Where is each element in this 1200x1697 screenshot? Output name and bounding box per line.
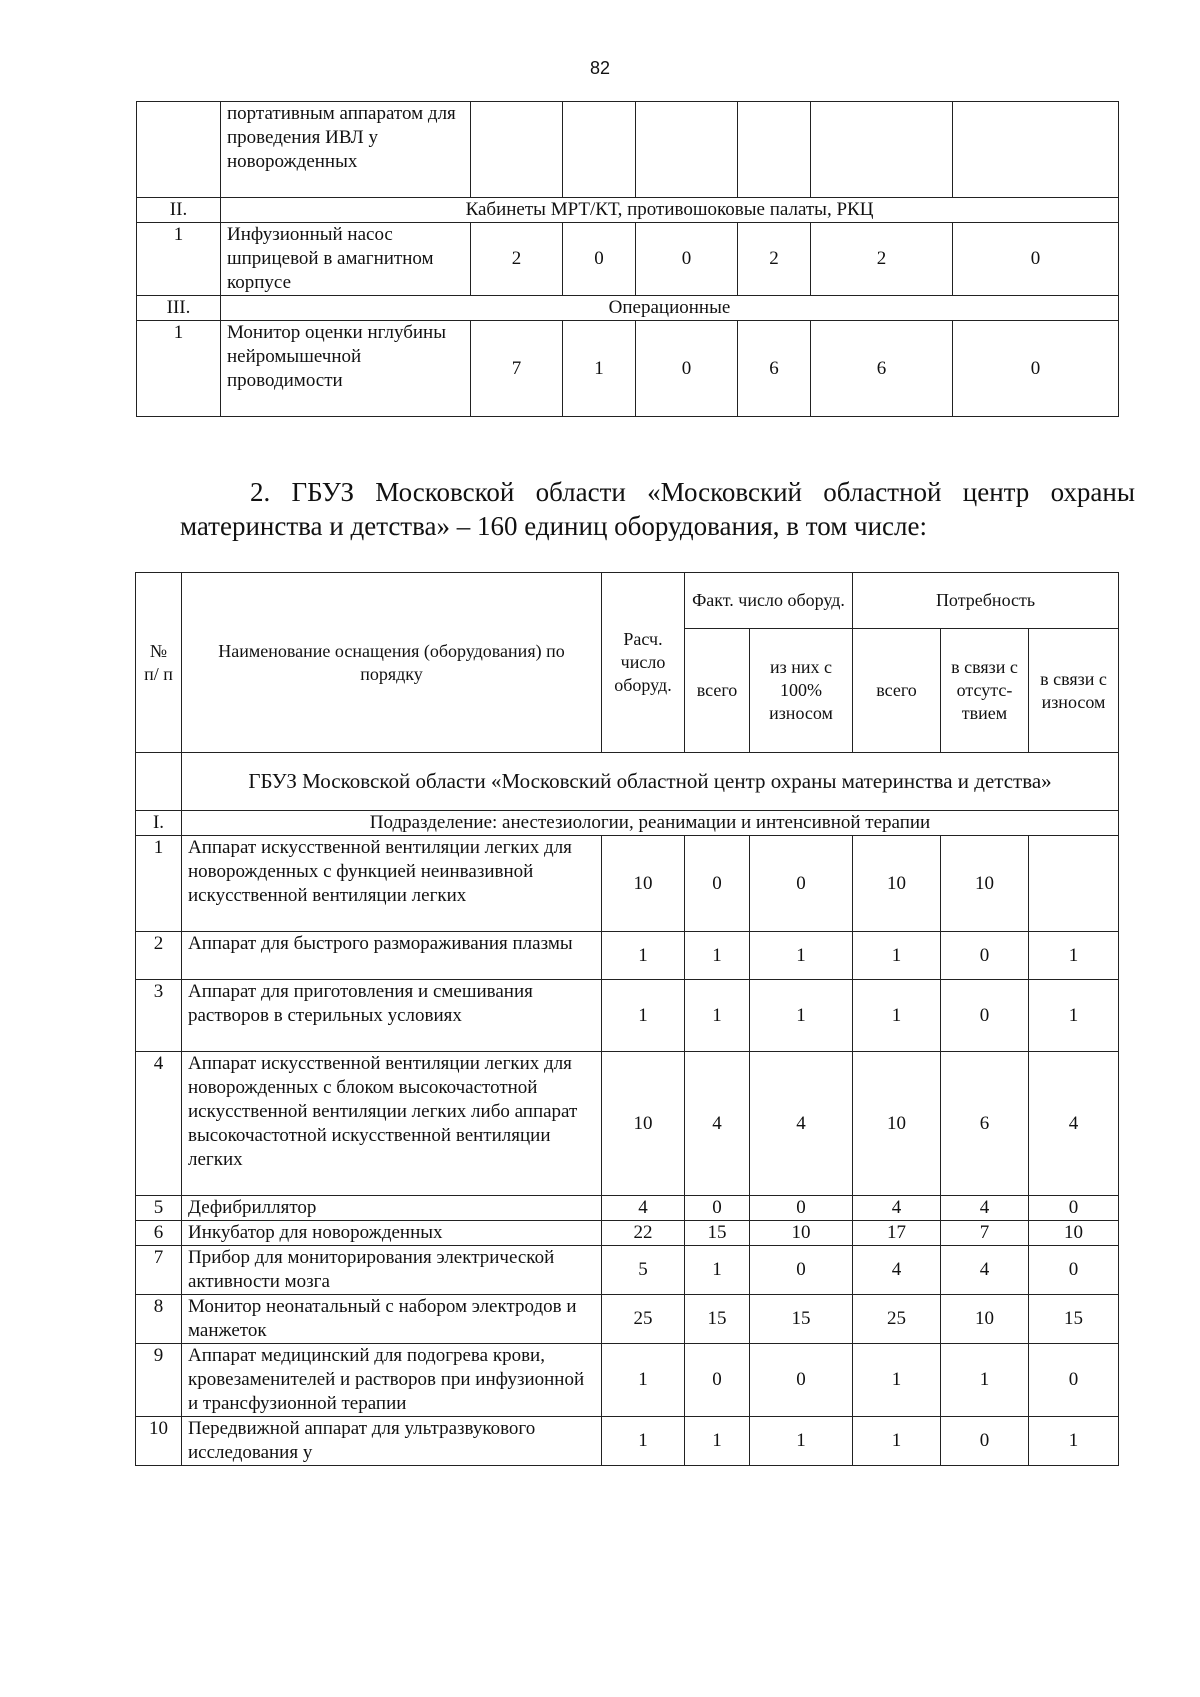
row-number: 8 [136, 1295, 182, 1344]
value-cell: 17 [853, 1221, 941, 1246]
header-need-total: всего [853, 629, 941, 753]
section-num: I. [136, 811, 182, 836]
value-cell: 1 [750, 1417, 853, 1466]
value-cell: 10 [941, 1295, 1029, 1344]
value-cell: 10 [853, 836, 941, 932]
header-need-absence: в связи с отсутс-твием [941, 629, 1029, 753]
table-row [136, 1221, 1119, 1246]
value-cell [636, 102, 738, 198]
value-cell: 0 [685, 836, 750, 932]
value-cell: 0 [685, 1196, 750, 1221]
table-row [137, 321, 1119, 417]
value-cell: 7 [941, 1221, 1029, 1246]
value-cell: 0 [636, 223, 738, 296]
value-cell: 15 [685, 1221, 750, 1246]
row-number: 4 [136, 1052, 182, 1196]
equipment-name: Монитор неонатальный с набором электродов и манжеток [182, 1295, 602, 1344]
row-number: 7 [136, 1246, 182, 1295]
table-row [136, 1196, 1119, 1221]
value-cell: 15 [750, 1295, 853, 1344]
value-cell: 10 [602, 836, 685, 932]
value-cell [811, 102, 953, 198]
equipment-name: Инфузионный насос шприцевой в амагнитном корпусе [221, 223, 471, 296]
value-cell [563, 102, 636, 198]
table-row [136, 1417, 1119, 1466]
value-cell: 4 [750, 1052, 853, 1196]
value-cell: 1 [602, 980, 685, 1052]
value-cell: 1 [750, 980, 853, 1052]
equipment-name: Аппарат искусственной вентиляции легких для новорожденных с функцией неинвазивной искусственной вентиляции легких [182, 836, 602, 932]
table-row [136, 1246, 1119, 1295]
value-cell: 1 [602, 1417, 685, 1466]
row-number: 5 [136, 1196, 182, 1221]
value-cell: 4 [853, 1246, 941, 1295]
value-cell: 0 [1029, 1196, 1119, 1221]
value-cell: 2 [471, 223, 563, 296]
row-number: 2 [136, 932, 182, 980]
row-number: III. [137, 296, 221, 321]
equipment-name: Аппарат искусственной вентиляции легких для новорожденных с блоком высокочастотной искусственной вентиляции легких либо аппарат высокочастотной искусственной вентиляции легких [182, 1052, 602, 1196]
table-section-row [137, 296, 1119, 321]
value-cell: 1 [1029, 980, 1119, 1052]
equipment-name: Монитор оценки нглубины нейромышечной проводимости [221, 321, 471, 417]
value-cell: 22 [602, 1221, 685, 1246]
org-title: ГБУЗ Московской области «Московский областной центр охраны материнства и детства» [182, 753, 1119, 811]
value-cell: 1 [853, 980, 941, 1052]
value-cell: 10 [941, 836, 1029, 932]
value-cell: 4 [941, 1246, 1029, 1295]
value-cell: 0 [953, 321, 1119, 417]
equipment-name: портативным аппаратом для проведения ИВЛ у новорожденных [221, 102, 471, 198]
header-fact-total: всего [685, 629, 750, 753]
section-title: Подразделение: анестезиологии, реанимации и интенсивной терапии [182, 811, 1119, 836]
value-cell: 0 [953, 223, 1119, 296]
value-cell: 10 [602, 1052, 685, 1196]
value-cell: 1 [685, 980, 750, 1052]
row-number: 9 [136, 1344, 182, 1417]
org-num-cell [136, 753, 182, 811]
value-cell: 1 [563, 321, 636, 417]
value-cell: 0 [636, 321, 738, 417]
value-cell: 4 [602, 1196, 685, 1221]
row-number: 1 [137, 223, 221, 296]
table-section-row [137, 198, 1119, 223]
row-number [137, 102, 221, 198]
equipment-name: Аппарат для приготовления и смешивания растворов в стерильных условиях [182, 980, 602, 1052]
header-fact-worn: из них с 100% износом [750, 629, 853, 753]
row-number: 6 [136, 1221, 182, 1246]
value-cell: 1 [853, 932, 941, 980]
value-cell: 6 [738, 321, 811, 417]
row-number: 10 [136, 1417, 182, 1466]
value-cell: 0 [750, 1344, 853, 1417]
value-cell: 1 [685, 1246, 750, 1295]
row-number: 3 [136, 980, 182, 1052]
equipment-name: Инкубатор для новорожденных [182, 1221, 602, 1246]
value-cell: 0 [941, 980, 1029, 1052]
table-row [136, 1344, 1119, 1417]
value-cell: 7 [471, 321, 563, 417]
equipment-table-continued [136, 101, 1119, 417]
value-cell [953, 102, 1119, 198]
table-row [137, 223, 1119, 296]
section-title: Кабинеты МРТ/КТ, противошоковые палаты, РКЦ [221, 198, 1119, 223]
value-cell: 2 [811, 223, 953, 296]
value-cell: 0 [685, 1344, 750, 1417]
value-cell: 25 [853, 1295, 941, 1344]
page-number: 82 [589, 58, 611, 78]
value-cell: 1 [1029, 932, 1119, 980]
value-cell: 1 [602, 932, 685, 980]
value-cell: 15 [1029, 1295, 1119, 1344]
value-cell: 1 [750, 932, 853, 980]
equipment-name: Прибор для мониторирования электрической активности мозга [182, 1246, 602, 1295]
equipment-name: Аппарат для быстрого размораживания плазмы [182, 932, 602, 980]
equipment-name: Передвижной аппарат для ультразвукового исследования у [182, 1417, 602, 1466]
value-cell: 0 [1029, 1246, 1119, 1295]
value-cell [1029, 836, 1119, 932]
value-cell: 0 [941, 932, 1029, 980]
value-cell: 1 [853, 1417, 941, 1466]
value-cell: 4 [685, 1052, 750, 1196]
value-cell: 0 [750, 836, 853, 932]
header-need-group: Потребность [853, 573, 1119, 629]
header-need-worn: в связи с износом [1029, 629, 1119, 753]
value-cell: 10 [1029, 1221, 1119, 1246]
value-cell [738, 102, 811, 198]
section-title: Операционные [221, 296, 1119, 321]
equipment-table [135, 572, 1119, 1466]
value-cell: 4 [1029, 1052, 1119, 1196]
header-name: Наименование оснащения (оборудования) по порядку [182, 573, 602, 753]
table-row [136, 980, 1119, 1052]
value-cell: 1 [1029, 1417, 1119, 1466]
value-cell: 6 [941, 1052, 1029, 1196]
section-heading: 2. ГБУЗ Московской области «Московский областной центр охраны материнства и детства» – 160 единиц оборудования, в том числе: [180, 477, 1135, 541]
row-number: II. [137, 198, 221, 223]
row-number: 1 [136, 836, 182, 932]
table-row [136, 1295, 1119, 1344]
row-number: 1 [137, 321, 221, 417]
value-cell [471, 102, 563, 198]
value-cell: 1 [941, 1344, 1029, 1417]
value-cell: 4 [941, 1196, 1029, 1221]
value-cell: 2 [738, 223, 811, 296]
header-calc: Расч. число оборуд. [602, 573, 685, 753]
table-row [136, 836, 1119, 932]
value-cell: 1 [602, 1344, 685, 1417]
value-cell: 6 [811, 321, 953, 417]
value-cell: 0 [750, 1196, 853, 1221]
value-cell: 1 [853, 1344, 941, 1417]
value-cell: 0 [563, 223, 636, 296]
value-cell: 10 [853, 1052, 941, 1196]
table-row [136, 932, 1119, 980]
equipment-name: Дефибриллятор [182, 1196, 602, 1221]
value-cell: 0 [941, 1417, 1029, 1466]
value-cell: 25 [602, 1295, 685, 1344]
value-cell: 5 [602, 1246, 685, 1295]
value-cell: 0 [750, 1246, 853, 1295]
value-cell: 1 [685, 932, 750, 980]
header-num: № п/ п [136, 573, 182, 753]
table-row [136, 1052, 1119, 1196]
table-row [137, 102, 1119, 198]
value-cell: 15 [685, 1295, 750, 1344]
value-cell: 4 [853, 1196, 941, 1221]
value-cell: 1 [685, 1417, 750, 1466]
equipment-name: Аппарат медицинский для подогрева крови, кровезаменителей и растворов при инфузионной и трансфузионной терапии [182, 1344, 602, 1417]
header-fact-group: Факт. число оборуд. [685, 573, 853, 629]
value-cell: 10 [750, 1221, 853, 1246]
value-cell: 0 [1029, 1344, 1119, 1417]
